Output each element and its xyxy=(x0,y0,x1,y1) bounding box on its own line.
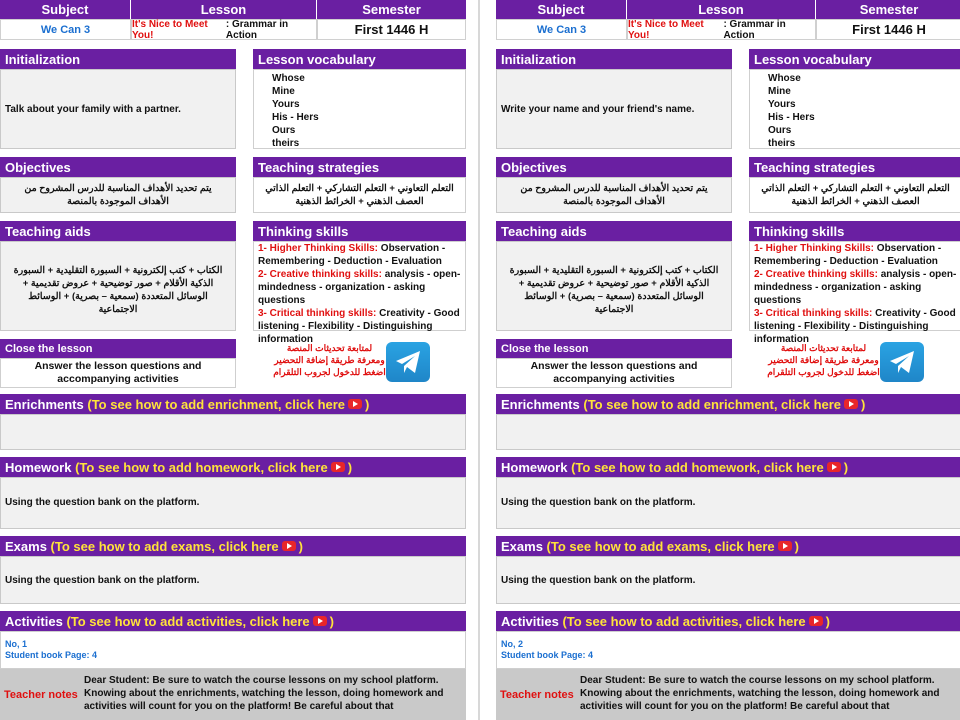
strategies-line-2: العصف الذهني + الخرائط الذهنية xyxy=(295,196,424,207)
activities-link[interactable]: (To see how to add activities, click here xyxy=(562,613,806,629)
objectives-text: يتم تحديد الأهداف المناسبة للدرس المشروح من الأهداف الموجودة بالمنصة xyxy=(0,177,236,213)
vocab-item: theirs xyxy=(272,138,300,149)
creative-skills-text: analysis - open-mindedness - organization - asking questions xyxy=(258,269,461,306)
aids-title: Teaching aids xyxy=(0,221,236,241)
semester-value: First 1446 H xyxy=(816,19,960,40)
activities-label: Activities xyxy=(5,613,63,629)
paren: ) xyxy=(825,613,831,629)
homework-text: Using the question bank on the platform. xyxy=(496,477,960,529)
homework-label: Homework xyxy=(501,459,568,475)
teacher-notes-text: Dear Student: Be sure to watch the course lessons on my school platform. Knowing about the enrichments, watching the lesson, doing homework and activities will count for you on the platform! Be careful about that xyxy=(580,675,940,712)
subject-header: Subject xyxy=(0,0,131,19)
vocabulary-title: Lesson vocabulary xyxy=(749,49,960,69)
youtube-icon[interactable] xyxy=(331,462,345,472)
semester-header: Semester xyxy=(362,2,421,17)
subject-value: We Can 3 xyxy=(496,19,627,40)
lesson-title: It's Nice to Meet You! xyxy=(628,18,704,41)
lesson-subtitle: : Grammar in Action xyxy=(225,18,289,41)
vocab-item: Whose xyxy=(272,73,305,84)
critical-skills-label: 3- Critical thinking skills: xyxy=(754,308,873,319)
objectives-title: Objectives xyxy=(0,157,236,177)
youtube-icon[interactable] xyxy=(809,616,823,626)
semester-header: Semester xyxy=(859,2,919,17)
close-title: Close the lesson xyxy=(0,339,236,358)
semester-value: First 1446 H xyxy=(317,19,466,40)
strategies-title: Teaching strategies xyxy=(749,157,960,177)
objectives-title: Objectives xyxy=(496,157,732,177)
homework-text: Using the question bank on the platform. xyxy=(0,477,466,529)
activities-title xyxy=(496,611,960,631)
paren: ) xyxy=(329,613,335,629)
close-title: Close the lesson xyxy=(496,339,732,358)
activities-label: Activities xyxy=(501,613,559,629)
thinking-title: Thinking skills xyxy=(749,221,960,241)
teacher-notes-label: Teacher notes xyxy=(500,688,574,701)
vocabulary-list xyxy=(253,69,466,149)
vocab-item: Ours xyxy=(768,125,792,136)
vocabulary-title: Lesson vocabulary xyxy=(253,49,466,69)
aids-text: الكتاب + كتب إلكترونية + السبورة التقليدية + السبورة الذكية الأقلام + صور توضيحية + عروض تقديمية + الوسائل المتعددة (سمعية – بصرية) + الوسائط الاجتماعية xyxy=(0,241,236,331)
activity-number: No, 2 xyxy=(501,639,524,649)
higher-skills-label: 1- Higher Thinking Skills: xyxy=(258,243,379,254)
homework-link[interactable]: (To see how to add homework, click here xyxy=(75,459,328,475)
vocab-item: Yours xyxy=(272,99,300,110)
activity-page: Student book Page: 4 xyxy=(5,650,98,660)
paren: ) xyxy=(843,459,849,475)
enrichments-link[interactable]: (To see how to add enrichment, click here xyxy=(583,396,842,412)
vocab-item: theirs xyxy=(768,138,796,149)
activities-content xyxy=(496,631,960,669)
youtube-icon[interactable] xyxy=(778,541,792,551)
paren: ) xyxy=(347,459,353,475)
strategies-text xyxy=(253,177,466,213)
activity-page: Student book Page: 4 xyxy=(501,650,594,660)
creative-skills-label: 2- Creative thinking skills: xyxy=(258,269,382,280)
thinking-title: Thinking skills xyxy=(253,221,466,241)
vocab-item: Whose xyxy=(768,73,801,84)
youtube-icon[interactable] xyxy=(282,541,296,551)
vocab-item: Mine xyxy=(272,86,295,97)
exams-label: Exams xyxy=(5,538,47,554)
youtube-icon[interactable] xyxy=(348,399,362,409)
vocab-item: Ours xyxy=(272,125,296,136)
exams-title xyxy=(0,536,466,556)
critical-skills-label: 3- Critical thinking skills: xyxy=(258,308,377,319)
enrichments-title xyxy=(0,394,466,414)
activity-number: No, 1 xyxy=(5,639,28,649)
aids-text: الكتاب + كتب إلكترونية + السبورة التقليدية + السبورة الذكية الأقلام + صور توضيحية + عروض تقديمية + الوسائل المتعددة (سمعية – بصرية) + الوسائط الاجتماعية xyxy=(496,241,732,331)
activities-link[interactable]: (To see how to add activities, click here xyxy=(66,613,310,629)
vocab-item: His - Hers xyxy=(272,112,319,123)
youtube-icon[interactable] xyxy=(844,399,858,409)
exams-link[interactable]: (To see how to add exams, click here xyxy=(50,538,279,554)
lesson-header: Lesson xyxy=(131,0,317,19)
youtube-icon[interactable] xyxy=(827,462,841,472)
aids-title: Teaching aids xyxy=(496,221,732,241)
thinking-skills xyxy=(253,241,466,345)
exams-label: Exams xyxy=(501,538,543,554)
telegram-icon[interactable] xyxy=(386,342,430,382)
lesson-header: Lesson xyxy=(627,0,816,19)
paren: ) xyxy=(298,538,303,554)
paren: ) xyxy=(794,538,799,554)
subject-header: Subject xyxy=(496,0,627,19)
thinking-skills xyxy=(749,241,960,345)
exams-text: Using the question bank on the platform. xyxy=(0,556,466,604)
vocabulary-list xyxy=(749,69,960,149)
teacher-notes xyxy=(0,669,466,720)
vocab-item: Yours xyxy=(768,99,796,110)
activities-content xyxy=(0,631,466,669)
enrichments-label: Enrichments xyxy=(501,396,580,412)
vocab-item: Mine xyxy=(768,86,791,97)
strategies-text xyxy=(749,177,960,213)
strategies-line-2: العصف الذهني + الخرائط الذهنية xyxy=(791,196,920,207)
telegram-text[interactable]: لمتابعة تحديثات المنصة ومعرفة طريقة إضافة التحضير اضغط للدخول لجروب التلقرام xyxy=(767,343,880,377)
telegram-icon[interactable] xyxy=(880,342,924,382)
close-text: Answer the lesson questions and accompanying activities xyxy=(0,358,236,388)
enrichments-content xyxy=(496,414,960,450)
homework-link[interactable]: (To see how to add homework, click here xyxy=(571,459,824,475)
higher-skills-text: Observation - Remembering - Deduction - Evaluation xyxy=(754,243,942,267)
enrichments-link[interactable]: (To see how to add enrichment, click here xyxy=(87,396,346,412)
telegram-text[interactable]: لمتابعة تحديثات المنصة ومعرفة طريقة إضافة التحضير اضغط للدخول لجروب التلقرام xyxy=(273,343,386,377)
lesson-value xyxy=(131,19,317,40)
enrichments-title xyxy=(496,394,960,414)
strategies-line-1: التعلم التعاوني + التعلم التشاركي + التعلم الذاتي xyxy=(761,183,950,194)
exams-link[interactable]: (To see how to add exams, click here xyxy=(546,538,775,554)
page-divider xyxy=(478,0,480,720)
lesson-value xyxy=(627,19,816,40)
creative-skills-label: 2- Creative thinking skills: xyxy=(754,269,878,280)
objectives-text: يتم تحديد الأهداف المناسبة للدرس المشروح من الأهداف الموجودة بالمنصة xyxy=(496,177,732,213)
teacher-notes-text: Dear Student: Be sure to watch the course lessons on my school platform. Knowing about the enrichments, watching the lesson, doing homework and activities will count for you on the platform! Be careful about that xyxy=(84,675,444,712)
paren: ) xyxy=(861,396,866,412)
enrichments-label: Enrichments xyxy=(5,396,84,412)
initialization-text: Write your name and your friend's name. xyxy=(496,69,732,149)
vocab-item: His - Hers xyxy=(768,112,815,123)
youtube-icon[interactable] xyxy=(313,616,327,626)
strategies-title: Teaching strategies xyxy=(253,157,466,177)
exams-title xyxy=(496,536,960,556)
close-text: Answer the lesson questions and accompanying activities xyxy=(496,358,732,388)
lesson-plan-page-1 xyxy=(0,0,466,720)
homework-title xyxy=(496,457,960,477)
teacher-notes-label: Teacher notes xyxy=(4,688,78,701)
lesson-plan-page-2 xyxy=(496,0,960,720)
higher-skills-text: Observation - Remembering - Deduction - Evaluation xyxy=(258,243,446,267)
homework-title xyxy=(0,457,466,477)
exams-text: Using the question bank on the platform. xyxy=(496,556,960,604)
initialization-title: Initialization xyxy=(496,49,732,69)
strategies-line-1: التعلم التعاوني + التعلم التشاركي + التعلم الذاتي xyxy=(265,183,454,194)
teacher-notes xyxy=(496,669,960,720)
initialization-title: Initialization xyxy=(0,49,236,69)
creative-skills-text: analysis - open-mindedness - organization - asking questions xyxy=(754,269,957,306)
initialization-text: Talk about your family with a partner. xyxy=(0,69,236,149)
subject-value: We Can 3 xyxy=(0,19,131,40)
paren: ) xyxy=(365,396,370,412)
enrichments-content xyxy=(0,414,466,450)
critical-skills-text: Creativity - Good listening - Flexibility - Distinguishing information xyxy=(754,308,956,345)
lesson-title: It's Nice to Meet You! xyxy=(132,18,208,41)
activities-title xyxy=(0,611,466,631)
critical-skills-text: Creativity - Good listening - Flexibility - Distinguishing information xyxy=(258,308,460,345)
lesson-subtitle: : Grammar in Action xyxy=(723,18,786,41)
homework-label: Homework xyxy=(5,459,72,475)
higher-skills-label: 1- Higher Thinking Skills: xyxy=(754,243,875,254)
